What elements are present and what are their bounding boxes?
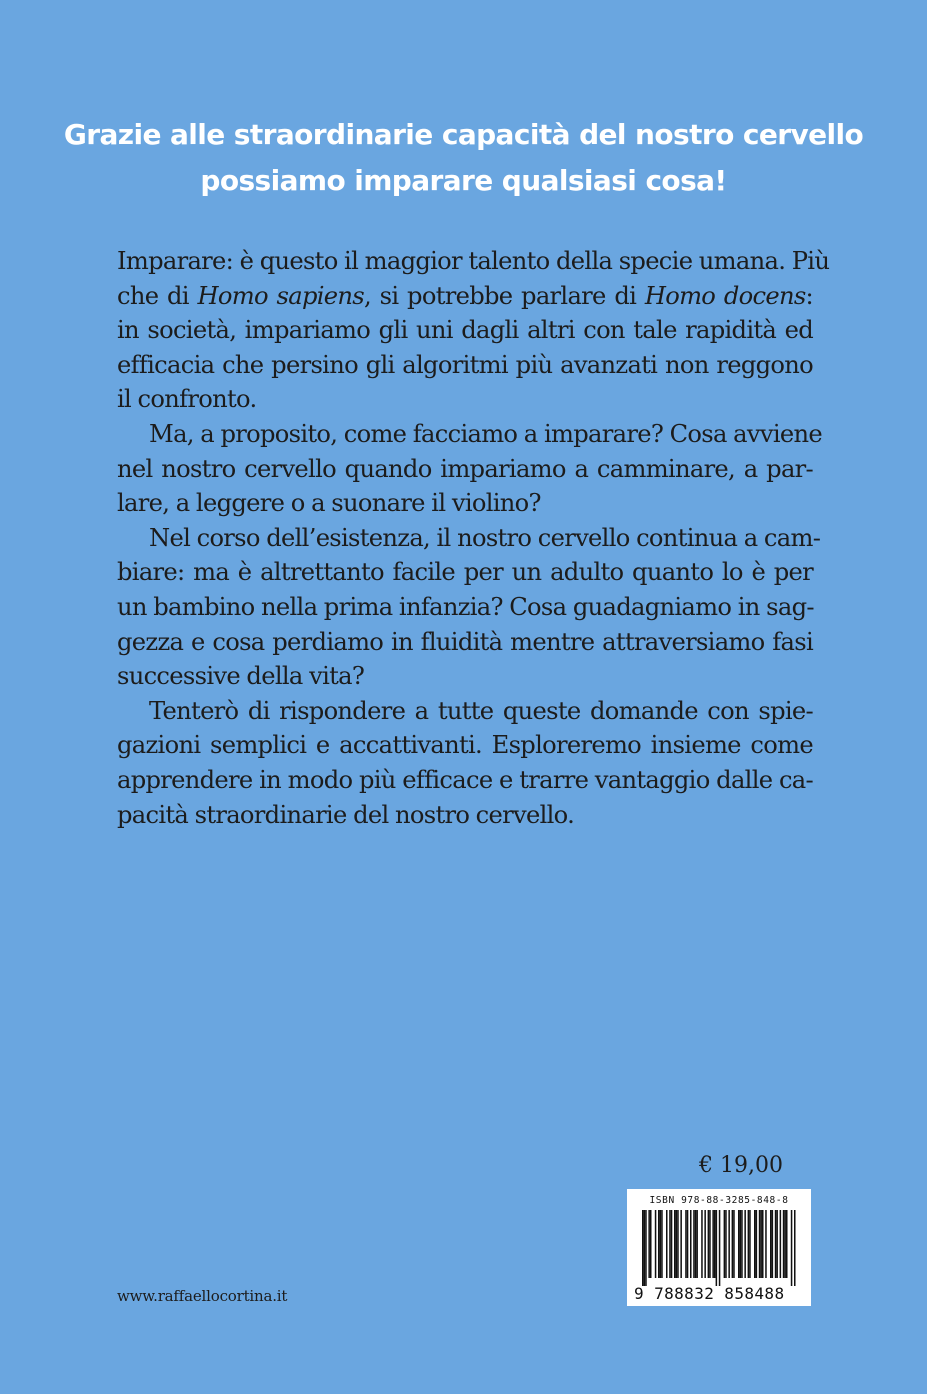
barcode-bar	[666, 1210, 668, 1278]
barcode-bar	[685, 1210, 687, 1278]
headline-line-2: possiamo imparare qualsiasi cosa!	[200, 164, 727, 197]
barcode-bar	[749, 1210, 751, 1278]
barcode-bar	[650, 1210, 652, 1278]
barcode-bar	[701, 1210, 703, 1278]
barcode-bar	[725, 1210, 727, 1278]
barcode-bar	[762, 1210, 764, 1278]
paragraph	[117, 694, 813, 832]
paragraph-line: gazioni semplici e accattivanti. Esploreremo insieme come	[117, 731, 813, 760]
paragraph-line: Imparare: è questo il maggior talento della specie umana. Più	[117, 247, 830, 275]
barcode-bar	[677, 1210, 679, 1278]
barcode-bar	[687, 1210, 689, 1278]
paragraph	[117, 244, 830, 417]
paragraph-line: un bambino nella prima infanzia? Cosa guadagniamo in sag-	[117, 592, 814, 621]
barcode-bar	[671, 1210, 673, 1278]
barcode-bar	[695, 1210, 697, 1278]
barcode-bar	[642, 1210, 644, 1286]
barcode-bar	[724, 1210, 726, 1278]
barcode-bar	[645, 1210, 647, 1286]
paragraph	[117, 521, 821, 694]
barcode-digits: 9 788832 858488	[634, 1284, 785, 1303]
paragraph-line: in società, impariamo gli uni dagli altri con tale rapidità ed	[117, 316, 813, 345]
barcode-bar	[719, 1210, 721, 1286]
barcode-bar	[644, 1210, 646, 1286]
paragraph-line: biare: ma è altrettanto facile per un adulto quanto lo è per	[117, 558, 813, 587]
barcode-bar	[791, 1210, 793, 1286]
barcode-bar	[756, 1210, 758, 1278]
barcode-bar	[741, 1210, 743, 1278]
paragraph-line: efficacia che persino gli algoritmi più avanzati non reggono	[117, 350, 813, 379]
barcode-bar	[733, 1210, 735, 1278]
barcode-bar	[714, 1210, 716, 1278]
price-label: € 19,00	[699, 1153, 783, 1178]
barcode-bar	[775, 1210, 777, 1278]
barcode-bar	[770, 1210, 772, 1278]
barcode-bar	[660, 1210, 662, 1278]
barcode-panel	[627, 1189, 811, 1306]
barcode-bar	[690, 1210, 692, 1278]
barcode-bar	[783, 1210, 785, 1278]
isbn-label: ISBN 978-88-3285-848-8	[649, 1195, 789, 1206]
barcode-bar	[693, 1210, 695, 1278]
barcode-bar	[655, 1210, 657, 1278]
barcode-bar	[704, 1210, 706, 1278]
barcode-bar	[772, 1210, 774, 1278]
barcode-bar	[780, 1210, 782, 1278]
barcode-bar	[709, 1210, 711, 1278]
paragraph-line: pacità straordinarie del nostro cervello.	[117, 800, 575, 829]
barcode-bar	[676, 1210, 678, 1278]
headline	[60, 112, 867, 204]
paragraph-line: apprendere in modo più efficace e trarre vantaggio dalle ca-	[117, 765, 813, 794]
barcode-bar	[740, 1210, 742, 1278]
paragraph-line: Ma, a proposito, come facciamo a imparare? Cosa avviene	[149, 419, 822, 448]
barcode-bar	[760, 1210, 762, 1278]
headline-line-1: Grazie alle straordinarie capacità del nostro cervello	[63, 118, 864, 151]
barcode-bar	[648, 1210, 650, 1278]
barcode-bar	[759, 1210, 761, 1278]
paragraph-line: Nel corso dell’esistenza, il nostro cervello continua a cam-	[149, 523, 821, 552]
barcode-bar	[738, 1210, 740, 1278]
barcode-bar	[784, 1210, 786, 1278]
barcode-bar	[680, 1210, 682, 1278]
paragraph-line: Tenterò di rispondere a tutte queste domande con spie-	[149, 696, 813, 725]
paragraph-line: nel nostro cervello quando impariamo a camminare, a par-	[117, 454, 813, 483]
barcode-bar	[669, 1210, 671, 1278]
barcode-bar	[712, 1210, 714, 1278]
barcode-bar	[658, 1210, 660, 1278]
blurb-text	[117, 244, 830, 832]
paragraph-line: lare, a leggere o a suonare il violino?	[117, 489, 541, 518]
barcode-bar	[786, 1210, 788, 1278]
publisher-website: www.raffaellocortina.it	[117, 1287, 288, 1305]
barcode-bar	[744, 1210, 746, 1278]
barcode-bar	[754, 1210, 756, 1278]
barcode-bars	[634, 1210, 804, 1286]
paragraph-line: il confronto.	[117, 385, 257, 414]
barcode-bar	[765, 1210, 767, 1278]
paragraph	[117, 417, 822, 521]
paragraph-line: gezza e cosa perdiamo in fluidità mentre attraversiamo fasi	[117, 627, 813, 656]
barcode-bar	[728, 1210, 730, 1278]
paragraph-line: successive della vita?	[117, 662, 365, 691]
barcode-bar	[748, 1210, 750, 1278]
barcode-bar	[708, 1210, 710, 1278]
barcode-bar	[732, 1210, 734, 1278]
barcode-bar	[716, 1210, 718, 1286]
barcode-bar	[696, 1210, 698, 1278]
barcode-bar	[776, 1210, 778, 1278]
barcode-bar	[794, 1210, 796, 1286]
barcode-bar	[674, 1210, 676, 1278]
paragraph-line: che di Homo sapiens, si potrebbe parlare di Homo docens:	[117, 281, 813, 310]
barcode-bar	[661, 1210, 663, 1278]
